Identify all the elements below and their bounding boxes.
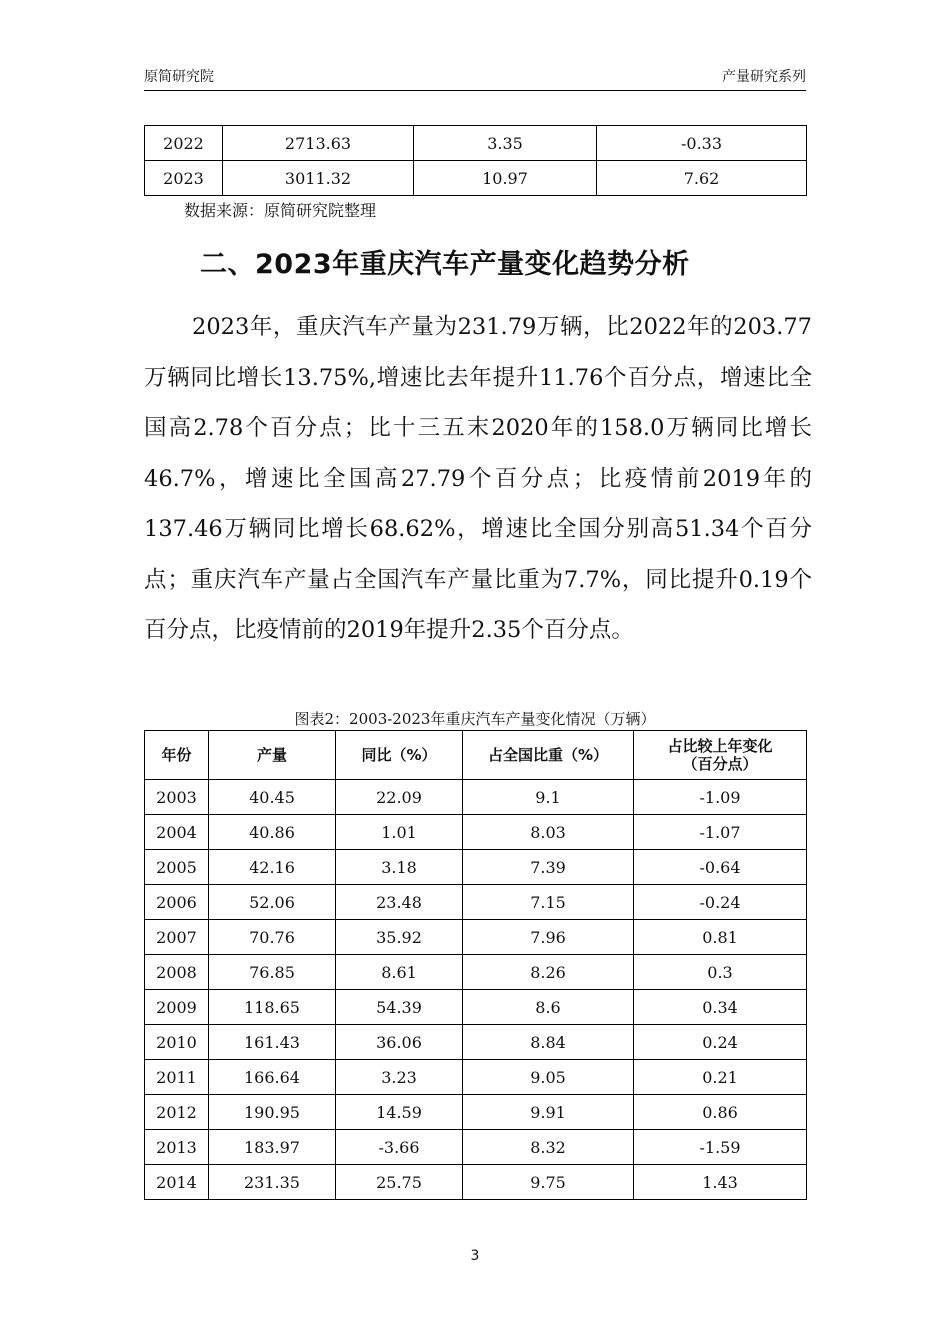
table-cell: 2013 xyxy=(145,1130,209,1165)
table-cell: 2007 xyxy=(145,920,209,955)
section-title: 二、2023年重庆汽车产量变化趋势分析 xyxy=(200,249,690,280)
table-cell: 231.35 xyxy=(209,1165,336,1200)
table-cell: 54.39 xyxy=(336,990,463,1025)
table-cell: 22.09 xyxy=(336,780,463,815)
table-cell: 9.75 xyxy=(463,1165,634,1200)
table-cell: 8.26 xyxy=(463,955,634,990)
table-row xyxy=(145,1025,807,1060)
table-cell: 40.86 xyxy=(209,815,336,850)
table-cell: 14.59 xyxy=(336,1095,463,1130)
table-cell: 3.18 xyxy=(336,850,463,885)
header-org-name: 原简研究院 xyxy=(144,69,214,85)
header-national-share: 占全国比重（%） xyxy=(463,731,634,780)
table-cell: 161.43 xyxy=(209,1025,336,1060)
header-yoy: 同比（%） xyxy=(336,731,463,780)
table-cell: 2023 xyxy=(145,161,223,196)
table-cell: -1.09 xyxy=(634,780,807,815)
table-cell: 183.97 xyxy=(209,1130,336,1165)
table-cell: 0.3 xyxy=(634,955,807,990)
table-cell: 40.45 xyxy=(209,780,336,815)
table-row xyxy=(145,885,807,920)
table-cell: 8.6 xyxy=(463,990,634,1025)
table-cell: 0.34 xyxy=(634,990,807,1025)
table-row xyxy=(145,780,807,815)
header-series-name: 产量研究系列 xyxy=(722,69,806,85)
table-cell: 2009 xyxy=(145,990,209,1025)
table-caption: 图表2：2003-2023年重庆汽车产量变化情况（万辆） xyxy=(294,710,656,728)
table-cell: 2006 xyxy=(145,885,209,920)
table-cell: 0.86 xyxy=(634,1095,807,1130)
table-cell: 0.24 xyxy=(634,1025,807,1060)
table-cell: 7.62 xyxy=(597,161,807,196)
table-cell: 0.81 xyxy=(634,920,807,955)
table-cell: 9.1 xyxy=(463,780,634,815)
table-cell: 118.65 xyxy=(209,990,336,1025)
table-row xyxy=(145,1130,807,1165)
table-cell: 23.48 xyxy=(336,885,463,920)
table-cell: 2008 xyxy=(145,955,209,990)
table-cell: 0.21 xyxy=(634,1060,807,1095)
table-cell: 8.03 xyxy=(463,815,634,850)
header-year: 年份 xyxy=(145,731,209,780)
table-cell: 9.05 xyxy=(463,1060,634,1095)
table-cell: 10.97 xyxy=(414,161,597,196)
table-cell: 8.84 xyxy=(463,1025,634,1060)
table-cell: -0.24 xyxy=(634,885,807,920)
table-row xyxy=(145,1095,807,1130)
table-cell: -0.33 xyxy=(597,126,807,161)
table-row xyxy=(145,955,807,990)
table-row xyxy=(145,990,807,1025)
table-cell: 42.16 xyxy=(209,850,336,885)
table-row xyxy=(145,161,807,196)
table-cell: 2004 xyxy=(145,815,209,850)
table-cell: 7.96 xyxy=(463,920,634,955)
table-cell: 2003 xyxy=(145,780,209,815)
table-cell: 2014 xyxy=(145,1165,209,1200)
table-cell: -0.64 xyxy=(634,850,807,885)
header-share-change: 占比较上年变化 （百分点） xyxy=(634,731,807,780)
header-output: 产量 xyxy=(209,731,336,780)
table-row xyxy=(145,850,807,885)
analysis-paragraph: 2023年，重庆汽车产量为231.79万辆，比2022年的203.77万辆同比增长13.75%,增速比去年提升11.76个百分点，增速比全国高2.78个百分点；比十三五末2020年的158.0万辆同比增长46.7%，增速比全国高27.79个百分点；比疫情前2019年的137.46万辆同比增长68.62%，增速比全国分别高51.34个百分点；重庆汽车产量占全国汽车产量比重为7.7%，同比提升0.19个百分点，比疫情前的2019年提升2.35个百分点。 xyxy=(144,314,812,643)
table-cell: 3011.32 xyxy=(223,161,414,196)
table-cell: 2713.63 xyxy=(223,126,414,161)
table-cell: 1.43 xyxy=(634,1165,807,1200)
table-row xyxy=(145,1060,807,1095)
table-cell: 7.39 xyxy=(463,850,634,885)
table-cell: 2022 xyxy=(145,126,223,161)
table-cell: -1.07 xyxy=(634,815,807,850)
page-header xyxy=(144,62,806,91)
table-cell: 70.76 xyxy=(209,920,336,955)
data-source-note: 数据来源：原简研究院整理 xyxy=(184,201,377,220)
table-cell: 2010 xyxy=(145,1025,209,1060)
table-cell: 2005 xyxy=(145,850,209,885)
table-cell: 9.91 xyxy=(463,1095,634,1130)
table-cell: 7.15 xyxy=(463,885,634,920)
table-row xyxy=(145,1165,807,1200)
table-cell: 35.92 xyxy=(336,920,463,955)
table-cell: 2012 xyxy=(145,1095,209,1130)
table-row xyxy=(145,920,807,955)
table-row xyxy=(145,815,807,850)
table-header-row xyxy=(145,731,807,780)
table-cell: 3.23 xyxy=(336,1060,463,1095)
table-cell: 8.32 xyxy=(463,1130,634,1165)
table-cell: 190.95 xyxy=(209,1095,336,1130)
continued-data-table xyxy=(144,125,807,196)
table-cell: 52.06 xyxy=(209,885,336,920)
table-cell: -1.59 xyxy=(634,1130,807,1165)
table-cell: 1.01 xyxy=(336,815,463,850)
page-number: 3 xyxy=(470,1248,480,1264)
table-cell: 3.35 xyxy=(414,126,597,161)
table-cell: 2011 xyxy=(145,1060,209,1095)
table-cell: -3.66 xyxy=(336,1130,463,1165)
table-cell: 25.75 xyxy=(336,1165,463,1200)
table-cell: 166.64 xyxy=(209,1060,336,1095)
table-row xyxy=(145,126,807,161)
table-cell: 8.61 xyxy=(336,955,463,990)
table-cell: 36.06 xyxy=(336,1025,463,1060)
table-cell: 76.85 xyxy=(209,955,336,990)
production-table xyxy=(144,730,807,1200)
